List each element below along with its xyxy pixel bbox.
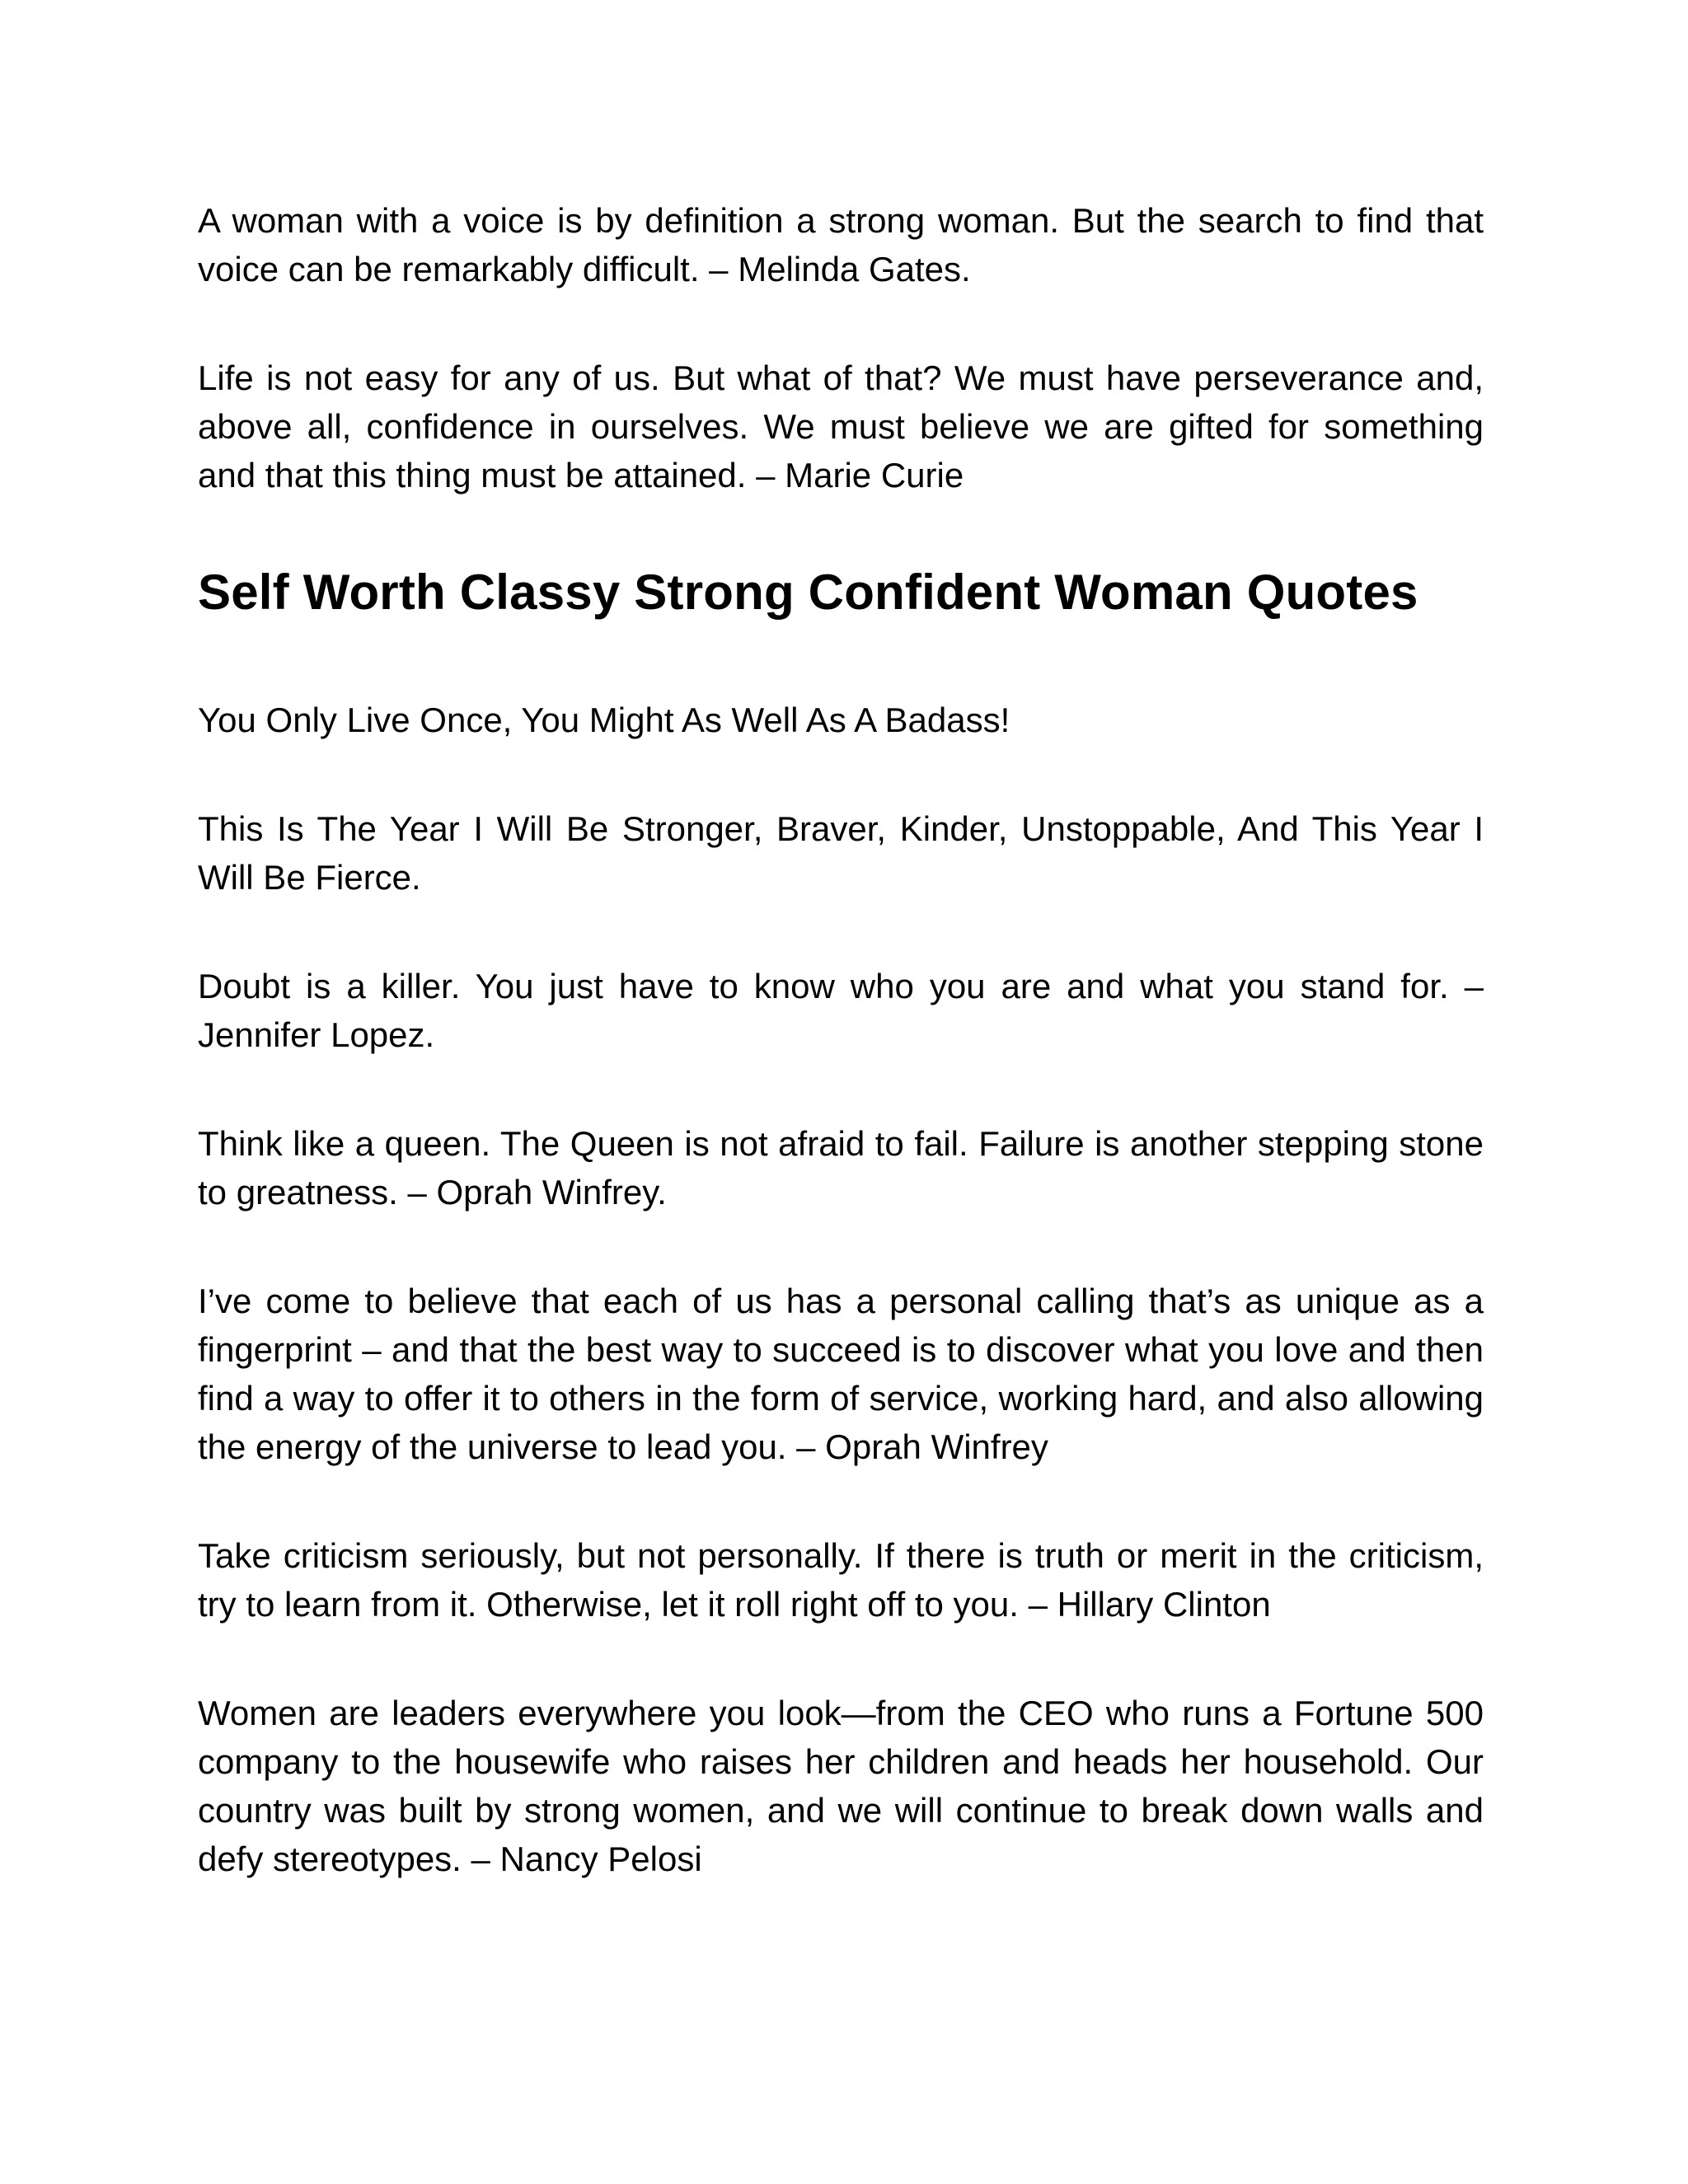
section-heading: Self Worth Classy Strong Confident Woman Quotes [198, 565, 1418, 620]
quote-paragraph: This Is The Year I Will Be Stronger, Braver, Kinder, Unstoppable, And This Year I Will Be Fierce. [198, 809, 1484, 897]
quote-paragraph: Think like a queen. The Queen is not afraid to fail. Failure is another stepping stone to greatness. – Oprah Winfrey. [198, 1124, 1484, 1212]
quote-paragraph: You Only Live Once, You Might As Well As A Badass! [198, 701, 1010, 739]
document-body [198, 196, 1484, 1883]
quote-paragraph: A woman with a voice is by definition a strong woman. But the search to find that voice can be remarkably difficult. – Melinda Gates. [198, 201, 1484, 288]
quote-paragraph: Life is not easy for any of us. But what of that? We must have perseverance and, above all, confidence in ourselves. We must believe we are gifted for something and that this thing must be attained. – Marie Curie [198, 359, 1484, 494]
quote-paragraph: Doubt is a killer. You just have to know who you are and what you stand for. – Jennifer Lopez. [198, 967, 1484, 1054]
quote-paragraph: Take criticism seriously, but not personally. If there is truth or merit in the criticism, try to learn from it. Otherwise, let it roll right off to you. – Hillary Clinton [198, 1536, 1484, 1624]
quote-paragraph: Women are leaders everywhere you look—from the CEO who runs a Fortune 500 company to the housewife who raises her children and heads her household. Our country was built by strong women, and we will continue to break down walls and defy stereotypes. – Nancy Pelosi [198, 1694, 1484, 1878]
quote-paragraph: I’ve come to believe that each of us has a personal calling that’s as unique as a fingerprint – and that the best way to succeed is to discover what you love and then find a way to offer it to others in the form of service, working hard, and also allowing the energy of the universe to lead you. – Oprah Winfrey [198, 1282, 1484, 1466]
